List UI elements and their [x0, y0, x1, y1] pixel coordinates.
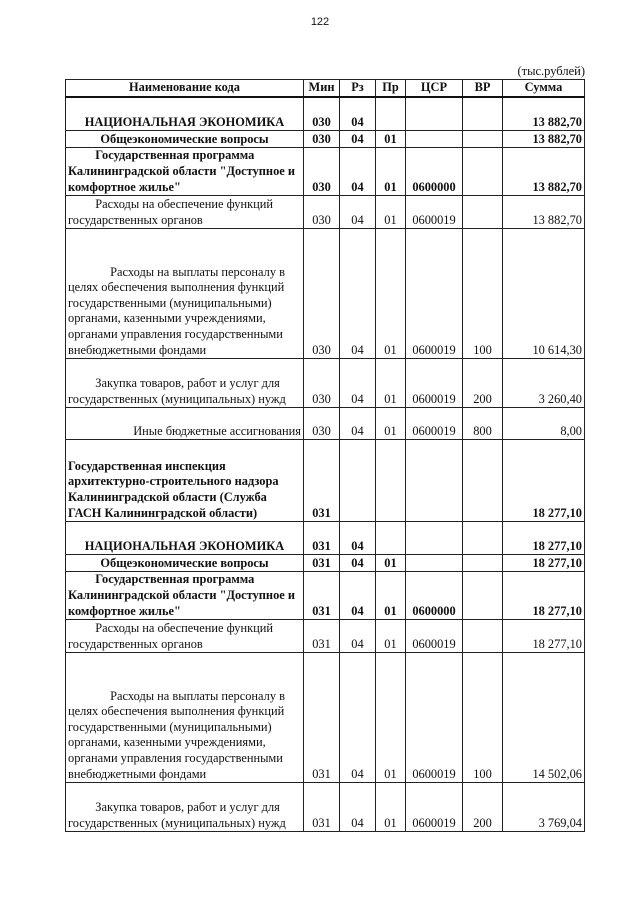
table-row [66, 440, 585, 522]
row-vr: 200 [463, 359, 503, 408]
row-pr [376, 97, 406, 131]
row-csr [406, 97, 463, 131]
row-pr [376, 522, 406, 555]
table-row [66, 97, 585, 131]
row-pr: 01 [376, 148, 406, 196]
row-csr [406, 440, 463, 522]
row-csr: 0600000 [406, 148, 463, 196]
row-pr: 01 [376, 555, 406, 572]
row-csr [406, 131, 463, 148]
row-min: 030 [304, 229, 340, 359]
row-pr: 01 [376, 229, 406, 359]
row-rz: 04 [340, 131, 376, 148]
budget-table [65, 79, 585, 832]
table-row [66, 522, 585, 555]
row-min: 030 [304, 408, 340, 440]
row-rz: 04 [340, 522, 376, 555]
row-csr: 0600019 [406, 359, 463, 408]
table-row [66, 783, 585, 832]
row-vr [463, 555, 503, 572]
row-name: Закупка товаров, работ и услуг для государственных (муниципальных) нужд [66, 783, 304, 832]
row-pr: 01 [376, 359, 406, 408]
row-name: Общеэкономические вопросы [66, 131, 304, 148]
row-pr [376, 440, 406, 522]
row-vr [463, 440, 503, 522]
row-sum: 18 277,10 [503, 620, 585, 653]
row-min: 031 [304, 620, 340, 653]
table-row [66, 408, 585, 440]
row-min: 031 [304, 572, 340, 620]
table-row [66, 620, 585, 653]
row-rz: 04 [340, 196, 376, 229]
row-csr: 0600019 [406, 653, 463, 783]
row-name: Иные бюджетные ассигнования [66, 408, 304, 440]
row-sum: 3 260,40 [503, 359, 585, 408]
page-number: 122 [310, 16, 330, 28]
row-sum: 13 882,70 [503, 131, 585, 148]
row-csr: 0600019 [406, 620, 463, 653]
row-min: 031 [304, 653, 340, 783]
row-rz: 04 [340, 783, 376, 832]
row-vr [463, 522, 503, 555]
row-csr: 0600019 [406, 783, 463, 832]
row-sum: 18 277,10 [503, 555, 585, 572]
row-csr: 0600000 [406, 572, 463, 620]
row-pr: 01 [376, 572, 406, 620]
row-rz: 04 [340, 148, 376, 196]
row-csr [406, 555, 463, 572]
row-sum: 13 882,70 [503, 148, 585, 196]
column-header-pr: Пр [376, 80, 406, 97]
table-row [66, 148, 585, 196]
row-rz [340, 440, 376, 522]
row-name: Расходы на выплаты персоналу в целях обеспечения выполнения функций государственными (муниципальными) органами, казенными учреждениями, органами управления государственными внебюджетными фондами [66, 229, 304, 359]
row-csr [406, 522, 463, 555]
row-pr: 01 [376, 408, 406, 440]
table-row [66, 572, 585, 620]
column-header-name: Наименование кода [66, 80, 304, 97]
row-pr: 01 [376, 131, 406, 148]
row-sum: 13 882,70 [503, 97, 585, 131]
row-name: НАЦИОНАЛЬНАЯ ЭКОНОМИКА [66, 97, 304, 131]
row-name: Закупка товаров, работ и услуг для государственных (муниципальных) нужд [66, 359, 304, 408]
row-rz: 04 [340, 620, 376, 653]
row-rz: 04 [340, 653, 376, 783]
row-vr: 800 [463, 408, 503, 440]
row-rz: 04 [340, 555, 376, 572]
row-name: Государственная инспекция архитектурно-строительного надзора Калининградской области (Служба ГАСН Калининградской области) [66, 440, 304, 522]
row-pr: 01 [376, 653, 406, 783]
row-rz: 04 [340, 408, 376, 440]
row-name: Расходы на обеспечение функций государственных органов [66, 196, 304, 229]
row-vr [463, 97, 503, 131]
row-min: 031 [304, 555, 340, 572]
table-row [66, 359, 585, 408]
table-header-row [66, 80, 585, 97]
row-vr: 200 [463, 783, 503, 832]
row-min: 031 [304, 783, 340, 832]
row-rz: 04 [340, 229, 376, 359]
row-name: НАЦИОНАЛЬНАЯ ЭКОНОМИКА [66, 522, 304, 555]
column-header-csr: ЦСР [406, 80, 463, 97]
row-vr: 100 [463, 653, 503, 783]
row-name: Расходы на обеспечение функций государственных органов [66, 620, 304, 653]
row-vr [463, 620, 503, 653]
column-header-rz: Рз [340, 80, 376, 97]
row-vr [463, 572, 503, 620]
row-min: 031 [304, 522, 340, 555]
row-min: 030 [304, 359, 340, 408]
row-min: 030 [304, 97, 340, 131]
table-row [66, 555, 585, 572]
row-min: 030 [304, 148, 340, 196]
units-note: (тыс.рублей) [517, 64, 585, 78]
row-name: Расходы на выплаты персоналу в целях обеспечения выполнения функций государственными (муниципальными) органами, казенными учреждениями, органами управления государственными внебюджетными фондами [66, 653, 304, 783]
row-csr: 0600019 [406, 196, 463, 229]
row-sum: 3 769,04 [503, 783, 585, 832]
row-sum: 10 614,30 [503, 229, 585, 359]
row-sum: 18 277,10 [503, 440, 585, 522]
row-sum: 18 277,10 [503, 572, 585, 620]
table-row [66, 131, 585, 148]
row-csr: 0600019 [406, 229, 463, 359]
row-pr: 01 [376, 783, 406, 832]
row-vr [463, 196, 503, 229]
column-header-vr: ВР [463, 80, 503, 97]
row-name: Государственная программа Калининградской области "Доступное и комфортное жилье" [66, 572, 304, 620]
row-min: 031 [304, 440, 340, 522]
row-min: 030 [304, 131, 340, 148]
row-sum: 8,00 [503, 408, 585, 440]
column-header-sum: Сумма [503, 80, 585, 97]
row-vr: 100 [463, 229, 503, 359]
table-row [66, 653, 585, 783]
row-sum: 18 277,10 [503, 522, 585, 555]
row-vr [463, 131, 503, 148]
row-name: Общеэкономические вопросы [66, 555, 304, 572]
row-pr: 01 [376, 620, 406, 653]
row-rz: 04 [340, 97, 376, 131]
column-header-min: Мин [304, 80, 340, 97]
row-csr: 0600019 [406, 408, 463, 440]
row-min: 030 [304, 196, 340, 229]
row-name: Государственная программа Калининградской области "Доступное и комфортное жилье" [66, 148, 304, 196]
row-pr: 01 [376, 196, 406, 229]
row-rz: 04 [340, 572, 376, 620]
table-row [66, 229, 585, 359]
row-sum: 14 502,06 [503, 653, 585, 783]
table-row [66, 196, 585, 229]
row-vr [463, 148, 503, 196]
row-sum: 13 882,70 [503, 196, 585, 229]
row-rz: 04 [340, 359, 376, 408]
